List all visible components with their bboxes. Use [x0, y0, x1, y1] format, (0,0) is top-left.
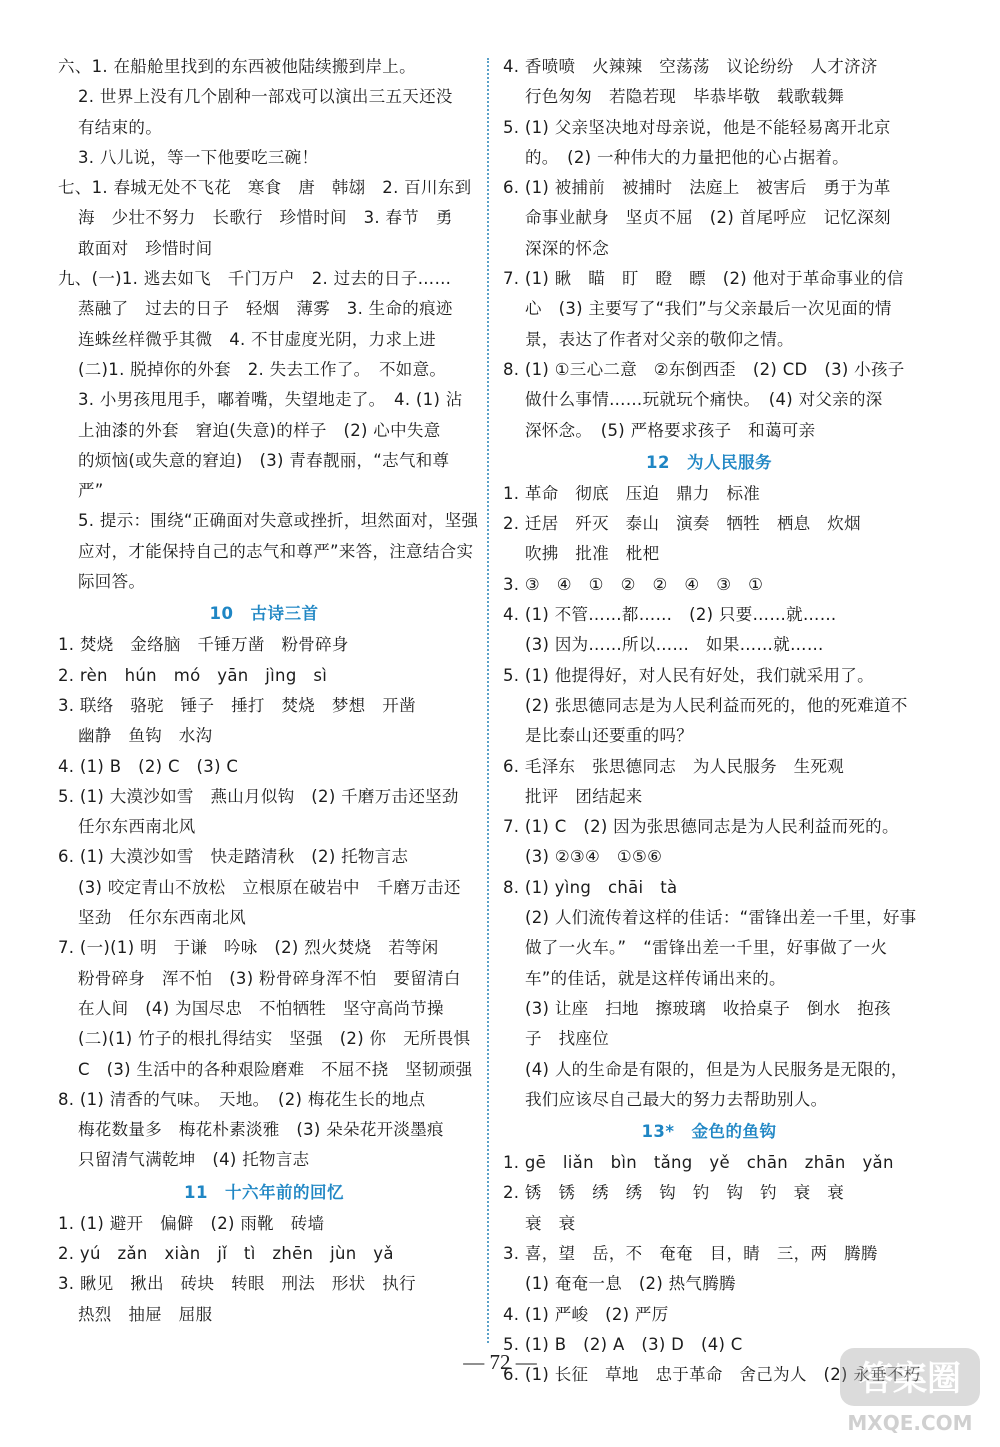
- answer-line: 1. (1) 避开 偏僻 (2) 雨靴 砖墙: [58, 1213, 325, 1233]
- answer-line: (二)1. 脱掉你的外套 2. 失去工作了。 不如意。: [78, 359, 447, 379]
- answer-line: 应对，才能保持自己的志气和尊严”来答，注意结合实: [78, 541, 474, 561]
- answer-line: 任尔东西南北风: [78, 817, 196, 837]
- answer-line: 1. gē liǎn bìn tǎng yě chān zhān yǎn: [503, 1153, 894, 1173]
- answer-line: 严”: [78, 481, 104, 501]
- answer-line: 是比泰山还要重的吗？: [525, 726, 693, 746]
- answer-line: (3) ②③④ ①⑤⑥: [525, 847, 663, 867]
- answer-line: C (3) 生活中的各种艰险磨难 不屈不挠 坚韧顽强: [78, 1059, 473, 1079]
- answer-line: 4. (1) B (2) C (3) C: [58, 756, 239, 776]
- answer-line: 8. (1) 清香的气味。 天地。 (2) 梅花生长的地点: [58, 1089, 426, 1109]
- answer-line: 8. (1) ①三心二意 ②东倒西歪 (2) CD (3) 小孩子: [503, 359, 905, 379]
- answer-line: 4. (1) 不管……都…… (2) 只要……就……: [503, 605, 837, 625]
- answer-line: 命事业献身 坚贞不屈 (2) 首尾呼应 记忆深刻: [525, 208, 891, 228]
- answer-line: 只留清气满乾坤 (4) 托物言志: [78, 1150, 310, 1170]
- answer-line: 7. (1) C (2) 因为张思德同志是为人民利益而死的。: [503, 817, 899, 837]
- answer-line: 5. (1) B (2) A (3) D (4) C: [503, 1334, 743, 1354]
- answer-line: 粉骨碎身 浑不怕 (3) 粉骨碎身浑不怕 要留清白: [78, 968, 461, 988]
- answer-line: 九、(一)1. 逃去如飞 千门万户 2. 过去的日子……: [58, 269, 452, 289]
- watermark-text: 答案圈: [859, 1359, 961, 1399]
- answer-line: (2) 张思德同志是为人民利益而死的，他的死难道不: [525, 695, 908, 715]
- page-number: — 72 —: [463, 1350, 537, 1374]
- answer-line: 7. (一)(1) 明 于谦 吟咏 (2) 烈火焚烧 若等闲: [58, 938, 439, 958]
- answer-line: 做什么事情……玩就玩个痛快。 (4) 对父亲的深: [525, 390, 883, 410]
- answer-line: 幽静 鱼钩 水沟: [78, 726, 213, 746]
- answer-line: 3. 八儿说，等一下他要吃三碗！: [78, 147, 319, 167]
- answer-line: 3. 联络 骆驼 锤子 捶打 焚烧 梦想 开凿: [58, 695, 416, 715]
- answer-line: 车”的佳话，就是这样传诵出来的。: [525, 968, 786, 988]
- section-heading: 13* 金色的鱼钩: [641, 1122, 777, 1142]
- answer-line: 梅花数量多 梅花朴素淡雅 (3) 朵朵花开淡墨痕: [78, 1120, 444, 1140]
- answer-line: 3. 喜，望 岳，不 奄奄 目，睛 三，两 腾腾: [503, 1243, 878, 1263]
- answer-line: 蒸融了 过去的日子 轻烟 薄雾 3. 生命的痕迹: [78, 299, 453, 319]
- answer-line: 2. rèn hún mó yān jìng sì: [58, 665, 328, 685]
- section-heading: 11 十六年前的回忆: [184, 1182, 344, 1202]
- answer-line: 在人间 (4) 为国尽忠 不怕牺牲 坚守高尚节操: [78, 998, 444, 1018]
- answer-line: 3. ③ ④ ① ② ② ④ ③ ①: [503, 574, 764, 594]
- answer-line: (3) 让座 扫地 擦玻璃 收拾桌子 倒水 抱孩: [525, 998, 891, 1018]
- answer-line: (1) 奄奄一息 (2) 热气腾腾: [525, 1274, 736, 1294]
- answer-line: 深深的怀念: [525, 238, 609, 258]
- answer-line: 坚劲 任尔东西南北风: [78, 908, 246, 928]
- answer-line: 我们应该尽自己最大的努力去帮助别人。: [525, 1089, 828, 1109]
- column-divider: [487, 58, 489, 1343]
- answer-line: 8. (1) yìng chāi tà: [503, 877, 678, 897]
- answer-line: 心 (3) 主要写了“我们”与父亲最后一次见面的情: [525, 299, 892, 319]
- answer-line: 的烦恼(或失意的窘迫) (3) 青春靓丽，“志气和尊: [78, 450, 450, 470]
- answer-line: 做了一火车。” “雷锋出差一千里，好事做了一火: [525, 938, 888, 958]
- answer-line: 吹拂 批准 枇杷: [525, 544, 660, 564]
- answer-line: 的。 (2) 一种伟大的力量把他的心占据着。: [525, 147, 849, 167]
- section-heading: 10 古诗三首: [209, 604, 319, 624]
- answer-line: 有结束的。: [78, 117, 162, 137]
- answer-line: 批评 团结起来: [525, 786, 643, 806]
- answer-line: (4) 人的生命是有限的，但是为人民服务是无限的，: [525, 1059, 908, 1079]
- answer-line: 热烈 抽屉 屈服: [78, 1304, 213, 1324]
- answer-line: 六、1. 在船舱里找到的东西被他陆续搬到岸上。: [58, 57, 416, 76]
- answer-line: (2) 人们流传着这样的佳话：“雷锋出差一千里，好事: [525, 908, 917, 928]
- answer-line: 5. (1) 父亲坚决地对母亲说，他是不能轻易离开北京: [503, 117, 891, 137]
- answer-line: 7. (1) 瞅 瞄 盯 瞪 瞟 (2) 他对于革命事业的信: [503, 269, 904, 289]
- answer-line: 景，表达了作者对父亲的敬仰之情。: [525, 329, 794, 349]
- answer-line: 2. 迁居 歼灭 泰山 演奏 牺牲 栖息 炊烟: [503, 514, 861, 534]
- answer-line: 4. (1) 严峻 (2) 严厉: [503, 1304, 669, 1324]
- watermark-logo: [836, 1342, 986, 1437]
- answer-line: 6. (1) 大漠沙如雪 快走踏清秋 (2) 托物言志: [58, 847, 409, 867]
- answer-line: (3) 咬定青山不放松 立根原在破岩中 千磨万击还: [78, 877, 461, 897]
- answer-line: (3) 因为……所以…… 如果……就……: [525, 635, 824, 655]
- answer-line: 衰 衰: [525, 1213, 576, 1233]
- section-heading: 12 为人民服务: [646, 452, 772, 472]
- answer-line: 1. 焚烧 金络脑 千锤万凿 粉骨碎身: [58, 635, 349, 655]
- watermark-domain: MXQE.COM: [847, 1411, 973, 1435]
- answer-line: 6. (1) 长征 草地 忠于革命 舍己为人 (2) 永垂不朽: [503, 1365, 921, 1385]
- answer-line: 海 少壮不努力 长歌行 珍惜时间 3. 春节 勇: [78, 208, 453, 228]
- answer-line: 际回答。: [78, 572, 146, 592]
- answer-line: 6. (1) 被捕前 被捕时 法庭上 被害后 勇于为革: [503, 178, 891, 198]
- answer-line: 6. 毛泽东 张思德同志 为人民服务 生死观: [503, 756, 845, 776]
- answer-line: 5. (1) 大漠沙如雪 燕山月似钩 (2) 千磨万击还坚劲: [58, 786, 459, 806]
- answer-line: 2. yú zǎn xiàn jǐ tì zhēn jùn yǎ: [58, 1243, 394, 1263]
- answer-line: 子 找座位: [525, 1029, 609, 1049]
- left-answer-column: [58, 52, 479, 1330]
- answer-line: 1. 革命 彻底 压迫 鼎力 标准: [503, 483, 761, 503]
- answer-line: 5. 提示：围绕“正确面对失意或挫折，坦然面对，坚强: [78, 511, 479, 531]
- answer-line: 七、1. 春城无处不飞花 寒食 唐 韩翃 2. 百川东到: [58, 178, 472, 198]
- answer-line: 上油漆的外套 窘迫(失意)的样子 (2) 心中失意: [78, 420, 441, 440]
- answer-line: 3. 瞅见 揪出 砖块 转眼 刑法 形状 执行: [58, 1274, 416, 1294]
- answer-line: 4. 香喷喷 火辣辣 空荡荡 议论纷纷 人才济济: [503, 57, 878, 76]
- answer-line: (二)(1) 竹子的根扎得结实 坚强 (2) 你 无所畏惧: [78, 1029, 471, 1049]
- answer-line: 2. 世界上没有几个剧种一部戏可以演出三五天还没: [78, 87, 453, 107]
- answer-line: 2. 锈 锈 绣 绣 钩 钓 钩 钓 衰 衰: [503, 1183, 845, 1203]
- answer-line: 深怀念。 (5) 严格要求孩子 和蔼可亲: [525, 420, 816, 440]
- answer-line: 3. 小男孩甩甩手，嘟着嘴，失望地走了。 4. (1) 沾: [78, 390, 463, 410]
- right-answer-column: [503, 52, 921, 1390]
- answer-line: 敢面对 珍惜时间: [78, 238, 213, 258]
- answer-line: 5. (1) 他提得好，对人民有好处，我们就采用了。: [503, 665, 874, 685]
- answer-line: 连蛛丝样微乎其微 4. 不甘虚度光阴，力求上进: [78, 329, 436, 349]
- answer-line: 行色匆匆 若隐若现 毕恭毕敬 载歌载舞: [525, 87, 845, 107]
